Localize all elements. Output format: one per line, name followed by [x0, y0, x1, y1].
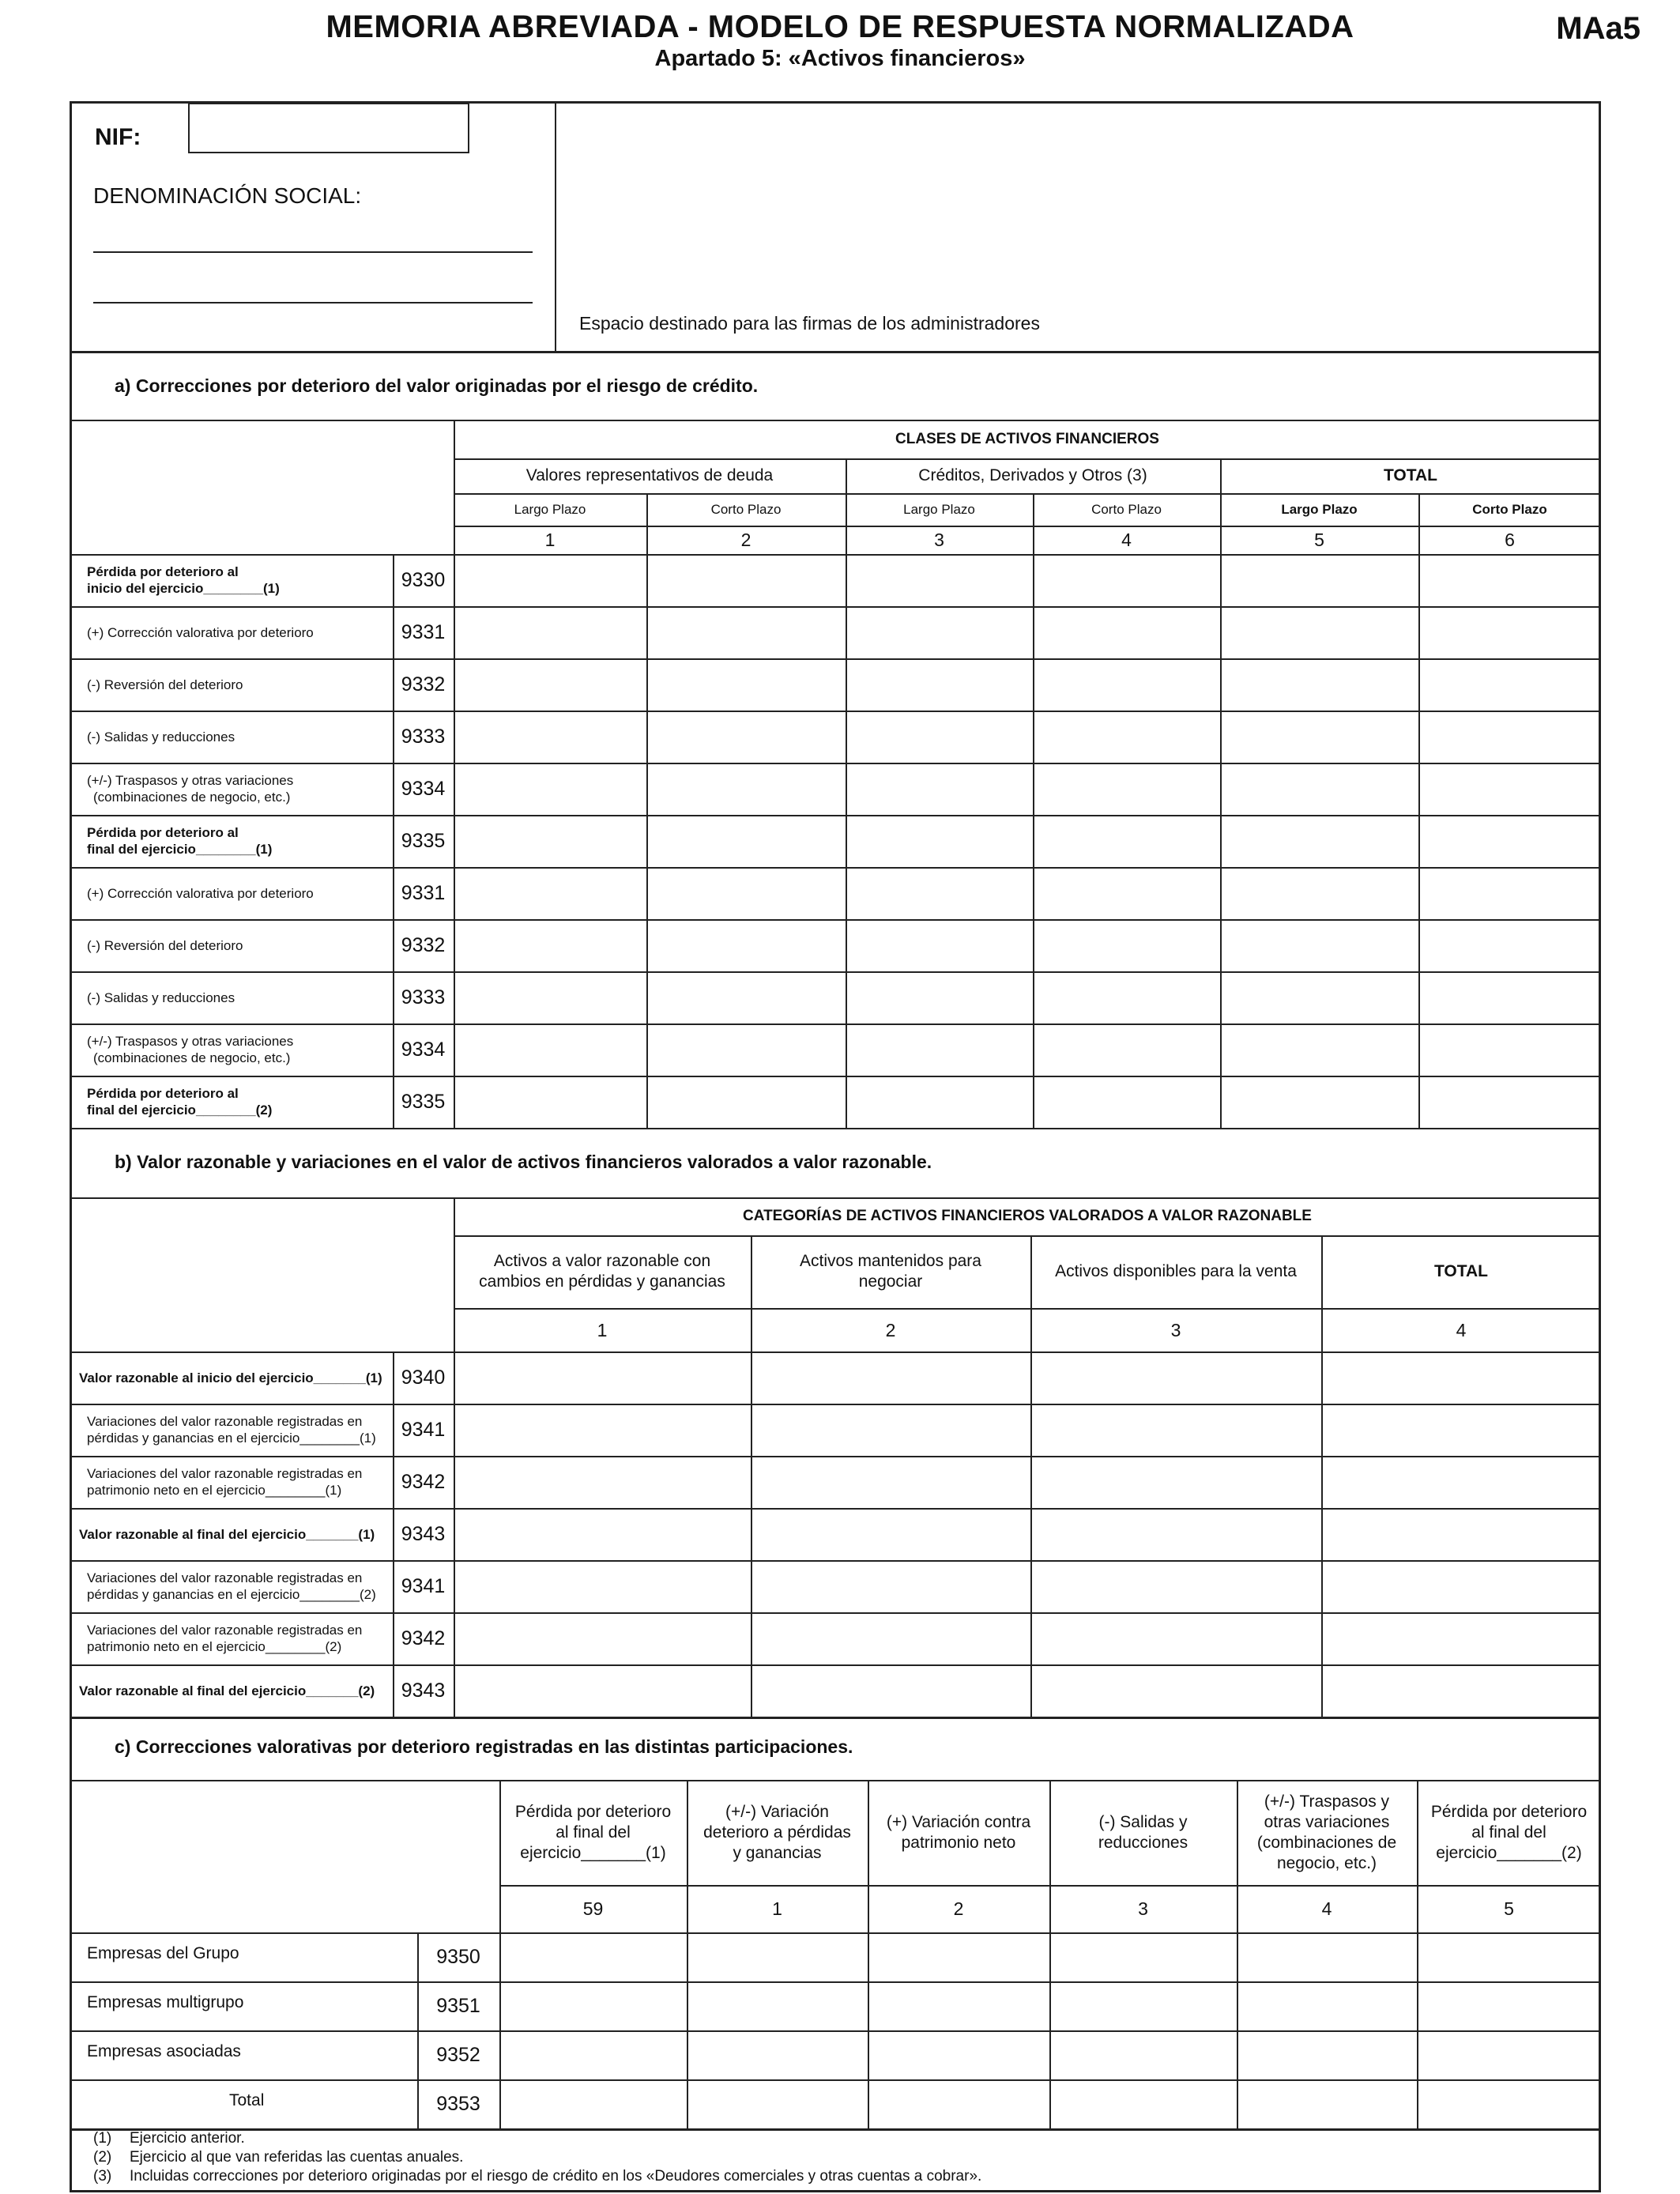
section-a-input-cell[interactable]: [455, 660, 645, 709]
section-b-input-cell[interactable]: [1032, 1614, 1320, 1663]
section-a-subheader-2: Corto Plazo: [710, 502, 782, 517]
section-a-input-cell[interactable]: [1420, 764, 1599, 813]
row-label-line-2: pérdidas y ganancias en el ejercicio________(2): [87, 1587, 376, 1602]
section-a-input-cell[interactable]: [1034, 608, 1219, 657]
section-a-input-cell[interactable]: [455, 869, 645, 918]
section-c-input-cell[interactable]: [688, 1983, 866, 2029]
section-c-input-cell[interactable]: [869, 2081, 1048, 2127]
section-a-input-cell[interactable]: [1034, 712, 1219, 761]
section-a-input-cell[interactable]: [455, 712, 645, 761]
section-b-row-label: [79, 1456, 391, 1508]
section-a-input-cell[interactable]: [847, 660, 1031, 709]
section-a-row-code: 9332: [401, 933, 446, 956]
section-c-input-cell[interactable]: [501, 1983, 685, 2029]
section-a-input-cell[interactable]: [648, 921, 844, 970]
section-b-col-header-4: TOTAL: [1433, 1262, 1489, 1280]
section-b-input-cell[interactable]: [752, 1562, 1029, 1611]
section-a-input-cell[interactable]: [847, 816, 1031, 865]
section-a-input-cell[interactable]: [455, 556, 645, 605]
section-a-input-cell[interactable]: [1420, 973, 1599, 1022]
section-b-title: b) Valor razonable y variaciones en el valor de activos financieros valorados a valor razonable.: [115, 1151, 932, 1172]
form-title: MEMORIA ABREVIADA - MODELO DE RESPUESTA NORMALIZADA: [326, 9, 1354, 44]
row-label-line-1: Pérdida por deterioro al: [87, 1086, 239, 1101]
section-a-row-label: [87, 815, 387, 867]
nif-label: NIF:: [95, 124, 141, 150]
section-a-input-cell[interactable]: [1222, 764, 1417, 813]
section-b-input-cell[interactable]: [1032, 1353, 1320, 1402]
footnote-number: (2): [93, 2149, 112, 2166]
section-c-input-cell[interactable]: [869, 1934, 1048, 1980]
section-c-input-cell[interactable]: [1418, 2081, 1599, 2127]
section-c-input-cell[interactable]: [688, 1934, 866, 1980]
section-c-col-number-2: 1: [772, 1898, 782, 1919]
section-a-row-code: 9330: [401, 568, 446, 591]
grid-line: [70, 1717, 1601, 1719]
section-c-input-cell[interactable]: [1051, 2081, 1235, 2127]
section-c-input-cell[interactable]: [688, 2081, 866, 2127]
section-b-input-cell[interactable]: [1032, 1510, 1320, 1559]
section-c-row-code: 9351: [436, 1994, 480, 2017]
section-a-col-number-3: 3: [934, 530, 944, 550]
section-a-input-cell[interactable]: [847, 1025, 1031, 1074]
section-a-input-cell[interactable]: [847, 921, 1031, 970]
row-label-line-2: (combinaciones de negocio, etc.): [93, 1050, 291, 1065]
grid-line: [70, 1128, 1601, 1129]
section-c-row-code: 9352: [436, 2043, 480, 2066]
section-a-row-label: [87, 554, 387, 606]
section-a-input-cell[interactable]: [648, 973, 844, 1022]
footnote-number: (3): [93, 2168, 112, 2185]
section-a-col-number-6: 6: [1505, 530, 1515, 550]
section-c-row-code: 9350: [436, 1945, 480, 1968]
id-divider: [555, 103, 556, 352]
section-c-row-label: Empresas del Grupo: [87, 1944, 239, 1962]
section-a-subheader-3: Largo Plazo: [903, 502, 975, 517]
section-b-input-cell[interactable]: [455, 1457, 749, 1506]
section-a-col-number-2: 2: [740, 530, 751, 550]
row-label-line-1: (-) Salidas y reducciones: [87, 990, 235, 1005]
nif-field[interactable]: [188, 103, 469, 153]
section-a-input-cell[interactable]: [648, 1025, 844, 1074]
row-label-line-2: patrimonio neto en el ejercicio________(2): [87, 1639, 342, 1654]
section-a-col-number-5: 5: [1314, 530, 1324, 550]
section-a-input-cell[interactable]: [648, 816, 844, 865]
section-b-group-header: CATEGORÍAS DE ACTIVOS FINANCIEROS VALORADOS A VALOR RAZONABLE: [743, 1208, 1312, 1224]
section-c-input-cell[interactable]: [1051, 2032, 1235, 2078]
section-c-row-code: 9353: [436, 2092, 480, 2115]
section-c-input-cell[interactable]: [1238, 2032, 1415, 2078]
row-label-line-1: (+) Corrección valorativa por deterioro: [87, 885, 314, 901]
grid-line: [1220, 458, 1222, 493]
section-b-row-code: 9341: [401, 1418, 446, 1441]
section-c-input-cell[interactable]: [688, 2032, 866, 2078]
section-a-input-cell[interactable]: [1034, 660, 1219, 709]
section-c-col-number-6: 5: [1504, 1898, 1514, 1919]
denominacion-label: DENOMINACIÓN SOCIAL:: [93, 183, 362, 208]
section-a-input-cell[interactable]: [1034, 556, 1219, 605]
section-a-input-cell[interactable]: [1420, 660, 1599, 709]
section-a-input-cell[interactable]: [1420, 608, 1599, 657]
section-c-input-cell[interactable]: [501, 1934, 685, 1980]
section-b-row-label: [79, 1560, 391, 1612]
section-c-col-header-6: Pérdida por deterioro al final del ejercicio_______(2): [1430, 1802, 1588, 1862]
section-b-col-header-3: Activos disponibles para la venta: [1055, 1262, 1297, 1280]
section-b-input-cell[interactable]: [1323, 1405, 1599, 1454]
section-c-input-cell[interactable]: [1238, 1934, 1415, 1980]
section-c-input-cell[interactable]: [501, 2032, 685, 2078]
section-a-input-cell[interactable]: [1034, 764, 1219, 813]
section-a-input-cell[interactable]: [1420, 869, 1599, 918]
section-c-row-label: Empresas asociadas: [87, 2042, 241, 2060]
section-a-input-cell[interactable]: [1034, 1025, 1219, 1074]
section-b-input-cell[interactable]: [1032, 1405, 1320, 1454]
section-b-row-label: [79, 1664, 391, 1717]
section-c-col-header-3: (+) Variación contra patrimonio neto: [886, 1812, 1031, 1852]
section-a-input-cell[interactable]: [1222, 869, 1417, 918]
section-a-row-label: [87, 658, 387, 711]
section-b-input-cell[interactable]: [1323, 1353, 1599, 1402]
row-label-line-2: final del ejercicio________(1): [87, 842, 273, 857]
section-b-col-number-3: 3: [1170, 1319, 1181, 1340]
section-b-col-header-1: Activos a valor razonable con cambios en pérdidas y ganancias: [479, 1252, 725, 1291]
section-a-row-code: 9331: [401, 881, 446, 904]
row-label-line-2: inicio del ejercicio________(1): [87, 581, 280, 596]
row-label-line-1: Variaciones del valor razonable registradas en: [87, 1623, 363, 1638]
section-a-input-cell[interactable]: [648, 608, 844, 657]
section-a-subheader-6: Corto Plazo: [1472, 502, 1547, 517]
section-b-input-cell[interactable]: [752, 1405, 1029, 1454]
section-a-input-cell[interactable]: [1222, 816, 1417, 865]
row-label-line-1: (-) Reversión del deterioro: [87, 937, 243, 953]
row-label-line-1: Variaciones del valor razonable registradas en: [87, 1414, 363, 1429]
grid-line: [846, 458, 847, 493]
section-b-row-code: 9341: [401, 1574, 446, 1597]
section-a-input-cell[interactable]: [1222, 921, 1417, 970]
section-b-row-code: 9342: [401, 1627, 446, 1649]
section-b-input-cell[interactable]: [455, 1666, 749, 1715]
section-b-col-number-2: 2: [885, 1319, 896, 1340]
section-a-input-cell[interactable]: [847, 1077, 1031, 1126]
firmas-label: Espacio destinado para las firmas de los administradores: [579, 312, 1040, 334]
section-a-input-cell[interactable]: [455, 764, 645, 813]
row-label-line-2: patrimonio neto en el ejercicio________(1): [87, 1483, 342, 1498]
section-c-col-number-3: 2: [953, 1898, 964, 1919]
row-label-line-1: (+/-) Traspasos y otras variaciones: [87, 773, 294, 788]
section-a-row-code: 9331: [401, 620, 446, 643]
section-a-input-cell[interactable]: [1222, 608, 1417, 657]
section-c-input-cell[interactable]: [1051, 1934, 1235, 1980]
section-a-col-group-3: TOTAL: [1383, 466, 1438, 484]
section-a-input-cell[interactable]: [1222, 712, 1417, 761]
section-b-input-cell[interactable]: [1032, 1666, 1320, 1715]
section-a-input-cell[interactable]: [1222, 660, 1417, 709]
section-b-input-cell[interactable]: [455, 1405, 749, 1454]
section-a-row-label: [87, 1023, 387, 1076]
section-a-row-code: 9335: [401, 829, 446, 852]
section-a-input-cell[interactable]: [648, 660, 844, 709]
section-b-input-cell[interactable]: [455, 1510, 749, 1559]
section-b-input-cell[interactable]: [1032, 1562, 1320, 1611]
row-label-line-1: Pérdida por deterioro al: [87, 564, 239, 579]
section-a-col-group-2: Créditos, Derivados y Otros (3): [918, 466, 1147, 484]
footnote-text: Incluidas correcciones por deterioro originadas por el riesgo de crédito en los «Deudores comerciales y otras cuentas a cobrar».: [130, 2168, 982, 2185]
section-a-row-label: [87, 711, 387, 763]
section-a-subheader-4: Corto Plazo: [1091, 502, 1162, 517]
section-a-input-cell[interactable]: [1420, 712, 1599, 761]
section-a-input-cell[interactable]: [1222, 556, 1417, 605]
section-b-input-cell[interactable]: [752, 1353, 1029, 1402]
row-label-line-1: Valor razonable al final del ejercicio_______(2): [79, 1683, 375, 1698]
section-a-title: a) Correcciones por deterioro del valor originadas por el riesgo de crédito.: [115, 375, 759, 396]
section-a-col-number-1: 1: [544, 530, 556, 550]
section-c-input-cell[interactable]: [1051, 1983, 1235, 2029]
section-c-input-cell[interactable]: [869, 1983, 1048, 2029]
section-a-input-cell[interactable]: [1034, 973, 1219, 1022]
section-b-row-label: [79, 1404, 391, 1456]
section-a-subheader-5: Largo Plazo: [1281, 502, 1358, 517]
section-b-row-label: [79, 1351, 391, 1404]
section-a-row-label: [87, 919, 387, 971]
section-a-input-cell[interactable]: [1222, 973, 1417, 1022]
section-b-col-header-2: Activos mantenidos para negociar: [800, 1252, 981, 1291]
section-a-input-cell[interactable]: [847, 712, 1031, 761]
section-a-input-cell[interactable]: [1222, 1077, 1417, 1126]
section-a-group-header: CLASES DE ACTIVOS FINANCIEROS: [895, 430, 1159, 447]
section-a-input-cell[interactable]: [1034, 921, 1219, 970]
section-a-input-cell[interactable]: [455, 973, 645, 1022]
denominacion-line-2[interactable]: [93, 302, 533, 303]
section-a-input-cell[interactable]: [648, 712, 844, 761]
section-a-input-cell[interactable]: [455, 608, 645, 657]
section-a-row-label: [87, 867, 387, 919]
section-b-input-cell[interactable]: [752, 1666, 1029, 1715]
section-c-input-cell[interactable]: [1238, 1983, 1415, 2029]
form-subtitle: Apartado 5: «Activos financieros»: [654, 46, 1026, 71]
section-b-input-cell[interactable]: [752, 1457, 1029, 1506]
row-label-line-1: (+) Corrección valorativa por deterioro: [87, 624, 314, 640]
footnote-number: (1): [93, 2130, 112, 2147]
row-label-line-1: (+/-) Traspasos y otras variaciones: [87, 1034, 294, 1049]
section-a-row-code: 9334: [401, 777, 446, 800]
section-b-row-label: [79, 1612, 391, 1664]
section-b-input-cell[interactable]: [1323, 1614, 1599, 1663]
section-a-row-code: 9333: [401, 725, 446, 748]
section-a-input-cell[interactable]: [1420, 1025, 1599, 1074]
section-a-row-label: [87, 606, 387, 658]
section-b-input-cell[interactable]: [752, 1614, 1029, 1663]
section-a-input-cell[interactable]: [455, 816, 645, 865]
section-a-input-cell[interactable]: [847, 608, 1031, 657]
row-label-line-1: Valor razonable al inicio del ejercicio_______(1): [79, 1370, 382, 1385]
section-a-row-label: [87, 763, 387, 815]
section-a-input-cell[interactable]: [455, 921, 645, 970]
section-a-subheader-1: Largo Plazo: [514, 502, 586, 517]
section-a-input-cell[interactable]: [1034, 869, 1219, 918]
id-bottom-line: [70, 351, 1601, 353]
section-c-row-label: Total: [229, 2091, 265, 2109]
section-c-input-cell[interactable]: [869, 2032, 1048, 2078]
section-a-input-cell[interactable]: [1034, 1077, 1219, 1126]
section-a-input-cell[interactable]: [455, 1025, 645, 1074]
section-b-row-label: [79, 1508, 391, 1560]
section-c-input-cell[interactable]: [1418, 2032, 1599, 2078]
section-a-input-cell[interactable]: [455, 1077, 645, 1126]
section-a-input-cell[interactable]: [648, 1077, 844, 1126]
section-a-row-code: 9334: [401, 1038, 446, 1061]
row-label-line-1: Variaciones del valor razonable registradas en: [87, 1466, 363, 1481]
row-label-line-1: Variaciones del valor razonable registradas en: [87, 1570, 363, 1585]
section-b-input-cell[interactable]: [1032, 1457, 1320, 1506]
section-c-input-cell[interactable]: [1418, 1983, 1599, 2029]
section-c-col-header-4: (-) Salidas y reducciones: [1098, 1812, 1188, 1852]
section-a-input-cell[interactable]: [648, 764, 844, 813]
section-a-input-cell[interactable]: [648, 556, 844, 605]
section-b-input-cell[interactable]: [752, 1510, 1029, 1559]
section-c-col-number-1: 59: [582, 1898, 604, 1919]
row-label-line-2: (combinaciones de negocio, etc.): [93, 790, 291, 805]
section-c-col-number-5: 4: [1321, 1898, 1332, 1919]
section-a-col-number-4: 4: [1121, 530, 1132, 550]
section-b-input-cell[interactable]: [455, 1562, 749, 1611]
row-label-line-1: (-) Salidas y reducciones: [87, 729, 235, 745]
section-a-input-cell[interactable]: [648, 869, 844, 918]
footnote-text: Ejercicio anterior.: [130, 2130, 245, 2147]
section-a-col-group-1: Valores representativos de deuda: [525, 466, 774, 484]
section-a-row-code: 9335: [401, 1090, 446, 1113]
section-a-row-code: 9332: [401, 673, 446, 696]
section-a-input-cell[interactable]: [1420, 1077, 1599, 1126]
row-label-line-1: Valor razonable al final del ejercicio_______(1): [79, 1526, 375, 1542]
section-b-row-code: 9343: [401, 1679, 446, 1702]
section-a-input-cell[interactable]: [847, 869, 1031, 918]
section-c-col-number-4: 3: [1138, 1898, 1148, 1919]
section-b-input-cell[interactable]: [1323, 1666, 1599, 1715]
denominacion-line-1[interactable]: [93, 251, 533, 253]
section-a-row-label: [87, 1076, 387, 1128]
section-a-row-label: [87, 971, 387, 1023]
section-b-input-cell[interactable]: [455, 1353, 749, 1402]
row-label-line-1: (-) Reversión del deterioro: [87, 677, 243, 692]
section-a-input-cell[interactable]: [1420, 921, 1599, 970]
section-b-input-cell[interactable]: [1323, 1562, 1599, 1611]
section-b-input-cell[interactable]: [1323, 1510, 1599, 1559]
section-b-row-code: 9340: [401, 1366, 446, 1389]
section-c-input-cell[interactable]: [1418, 1934, 1599, 1980]
footnote-text: Ejercicio al que van referidas las cuentas anuales.: [130, 2149, 464, 2166]
section-a-input-cell[interactable]: [847, 973, 1031, 1022]
section-b-row-code: 9342: [401, 1470, 446, 1493]
section-b-col-number-4: 4: [1456, 1319, 1467, 1340]
section-a-input-cell[interactable]: [1034, 816, 1219, 865]
row-label-line-2: final del ejercicio________(2): [87, 1103, 273, 1118]
section-c-input-cell[interactable]: [1238, 2081, 1415, 2127]
section-c-title: c) Correcciones valorativas por deterioro registradas en las distintas participaciones.: [115, 1736, 853, 1757]
section-c-col-header-2: (+/-) Variación deterioro a pérdidas y ganancias: [703, 1802, 851, 1862]
section-a-input-cell[interactable]: [1420, 556, 1599, 605]
section-c-row-label: Empresas multigrupo: [87, 1993, 244, 2011]
section-c-col-header-5: (+/-) Traspasos y otras variaciones (combinaciones de negocio, etc.): [1256, 1792, 1397, 1872]
section-b-row-code: 9343: [401, 1522, 446, 1545]
section-a-input-cell[interactable]: [1420, 816, 1599, 865]
section-b-input-cell[interactable]: [1323, 1457, 1599, 1506]
section-a-input-cell[interactable]: [1222, 1025, 1417, 1074]
row-label-line-1: Pérdida por deterioro al: [87, 825, 239, 840]
section-b-input-cell[interactable]: [455, 1614, 749, 1663]
row-label-line-2: pérdidas y ganancias en el ejercicio________(1): [87, 1431, 376, 1446]
section-a-input-cell[interactable]: [847, 764, 1031, 813]
section-a-input-cell[interactable]: [847, 556, 1031, 605]
section-b-col-number-1: 1: [597, 1319, 608, 1340]
section-c-input-cell[interactable]: [501, 2081, 685, 2127]
section-a-row-code: 9333: [401, 986, 446, 1008]
section-c-col-header-1: Pérdida por deterioro al final del ejercicio_______(1): [514, 1802, 672, 1862]
form-code: MAa5: [1556, 11, 1640, 46]
